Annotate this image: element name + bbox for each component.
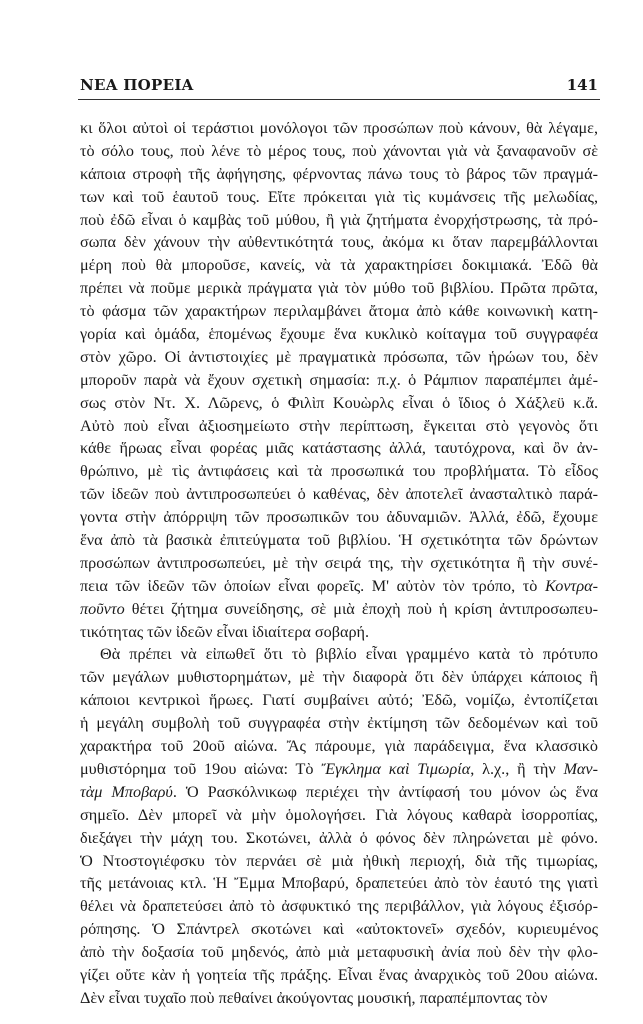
text-line bbox=[80, 621, 598, 644]
text-line bbox=[80, 460, 598, 483]
line-text: τὸ σόλο τους, ποὺ λένε τὸ μέρος τους, ποὺ χάνονται γιὰ νὰ ξαναφανοῦν σὲ bbox=[80, 141, 598, 160]
text-line bbox=[80, 254, 598, 277]
text-line bbox=[80, 117, 598, 140]
line-text: Δὲν εἶναι τυχαῖο ποὺ πεθαίνει ἀκούγοντας μουσική, παραπέμποντας τὸν bbox=[80, 988, 548, 1007]
line-text: κάποιοι κεντρικοὶ ἥρωες. Γιατί συμβαίνει αὐτό; Ἐδῶ, νομίζω, ἐντοπίζεται bbox=[80, 691, 598, 710]
line-text: θρώπινο, μὲ τὶς ἀντιφάσεις καὶ τὰ προσωπικά του προβλήματα. Τὸ εἶδος bbox=[80, 462, 598, 481]
line-text: ἕνα ἀπὸ τὰ βασικὰ ἐπιτεύγματα τοῦ βιβλίου. Ἡ σχετικότητα τῶν δρώντων bbox=[80, 531, 598, 550]
text-line bbox=[80, 506, 598, 529]
text-line bbox=[80, 987, 598, 1010]
line-text: τὸ φάσμα τῶν χαρακτήρων περιλαμβάνει ἄτομα ἀπὸ κάθε κοινωνικὴ κατη- bbox=[80, 302, 598, 321]
line-text: Θὰ πρέπει νὰ εἰπωθεῖ ὅτι τὸ βιβλίο εἶναι γραμμένο κατὰ τὸ πρότυπο bbox=[100, 645, 598, 664]
line-text: γοντα στὴν ἀπόρριψη τῶν προσωπικῶν του ἀδυναμιῶν. Ἀλλά, ἐδῶ, ἔχουμε bbox=[80, 508, 598, 527]
text-line bbox=[80, 575, 598, 598]
running-header bbox=[80, 74, 598, 96]
text-line bbox=[80, 209, 598, 232]
text-line bbox=[80, 437, 598, 460]
italic-title-text: τὰμ Μποβαρύ bbox=[80, 782, 173, 801]
line-text: μποροῦν παρὰ νὰ ἔχουν σχετικὴ σημασία: π.χ. ὁ Ράμπιον παραπέμπει ἀμέ- bbox=[80, 370, 598, 389]
line-text: στὸν χῶρο. Οἱ ἀντιστοιχίες μὲ πραγματικὰ πρόσωπα, τῶν ἡρώων του, δὲν bbox=[80, 347, 598, 366]
text-line bbox=[80, 941, 598, 964]
line-text: τῶν ἰδεῶν ποὺ ἀντιπροσωπεύει ὁ καθένας, δὲν ἀποτελεῖ ἀνασταλτικὸ παρά- bbox=[80, 485, 598, 504]
line-text: σημεῖο. Δὲν μπορεῖ νὰ μὴν ὁμολογήσει. Γιὰ λόγους καθαρὰ ἰσορροπίας, bbox=[80, 805, 598, 824]
text-line bbox=[80, 369, 598, 392]
line-text: τῶν μεγάλων μυθιστορημάτων, μὲ τὴν διαφορὰ ὅτι δὲν ὑπάρχει κάποιος ἢ bbox=[80, 668, 598, 687]
line-text: γίζει οὔτε κὰν ἡ γοητεία τῆς πράξης. Εἶναι ἕνας ἀναρχικὸς τοῦ 20ου αἰώνα. bbox=[80, 965, 598, 984]
text-line bbox=[80, 323, 598, 346]
line-text: τῆς μετάνοιας κτλ. Ἡ Ἔμμα Μποβαρύ, δραπετεύει ἀπὸ τὸν ἑαυτό της γιατὶ bbox=[80, 874, 598, 893]
text-line bbox=[80, 163, 598, 186]
text-line bbox=[80, 483, 598, 506]
line-text: των καὶ τοῦ ἑαυτοῦ τους. Εἴτε πρόκειται γιὰ τὶς κυμάνσεις τῆς μελωδίας, bbox=[80, 187, 598, 206]
text-line bbox=[80, 895, 598, 918]
text-line bbox=[80, 735, 598, 758]
italic-title-text: Ἔγκλημα καὶ Τιμωρία bbox=[321, 759, 471, 778]
italic-title-text: Κοντρα- bbox=[544, 576, 598, 595]
text-line bbox=[80, 712, 598, 735]
text-line bbox=[80, 529, 598, 552]
text-line bbox=[80, 643, 598, 666]
body-text bbox=[80, 117, 598, 1010]
line-text: ποὺ ἐδῶ εἶναι ὁ καμβὰς τοῦ μύθου, ἢ γιὰ ζητήματα ἐνορχήστρωσης, τὰ πρό- bbox=[80, 210, 598, 229]
line-text: πεια τῶν ἰδεῶν τῶν ὁποίων εἶναι φορεῖς. Μ' αὐτὸν τὸν τρόπο, τὸ bbox=[80, 576, 545, 595]
line-text: ἡ μεγάλη συμβολὴ τοῦ συγγραφέα στὴν ἐκτίμηση τῶν δεδομένων καὶ τοῦ bbox=[80, 714, 598, 733]
line-text: , λ.χ., ἢ τὴν bbox=[470, 759, 564, 778]
text-line bbox=[80, 231, 598, 254]
line-text: Αὐτὸ ποὺ εἶναι ἀξιοσημείωτο στὴν περίπτωση, ἔγκειται στὸ γεγονὸς ὅτι bbox=[80, 416, 598, 435]
line-text: μέρη ποὺ θὰ μποροῦσε, κανείς, νὰ τὰ χαρακτηρίσει δοκιμιακά. Ἐδῶ θὰ bbox=[80, 256, 598, 275]
line-text: θέλει νὰ δραπετεύσει ἀπὸ τὸ ἀσφυκτικό της περιβάλλον, γιὰ λόγους ἐξισόρ- bbox=[80, 897, 598, 916]
line-text: πρέπει νὰ ποῦμε μερικὰ πράγματα γιὰ τὸν μύθο τοῦ βιβλίου. Πρῶτα πρῶτα, bbox=[80, 279, 598, 298]
text-line bbox=[80, 804, 598, 827]
line-text: θέτει ζήτημα συνείδησης, σὲ μιὰ ἐποχὴ ποὺ ἡ κρίση ἀντιπροσωπευ- bbox=[124, 599, 598, 618]
line-text: Ὁ Ντοστογιέφσκυ τὸν περνάει σὲ μιὰ ἠθικὴ περιοχή, διὰ τῆς τιμωρίας, bbox=[80, 851, 598, 870]
text-line bbox=[80, 140, 598, 163]
text-line bbox=[80, 666, 598, 689]
header-rule bbox=[78, 99, 600, 100]
line-text: . Ὁ Ρασκόλνικωφ περιέχει τὴν ἀντίφασή του μόνον ὡς ἕνα bbox=[172, 782, 598, 801]
text-line bbox=[80, 689, 598, 712]
line-text: κάποια στροφὴ τῆς ἀφήγησης, φέρνοντας πάνω τους τὸ βάρος τῶν πραγμά- bbox=[80, 164, 598, 183]
text-line bbox=[80, 392, 598, 415]
line-text: τικότητας τῶν ἰδεῶν εἶναι ἰδιαίτερα σοβαρή. bbox=[80, 622, 370, 641]
line-text: χαρακτήρα τοῦ 20οῦ αἰώνα. Ἄς πάρουμε, γιὰ παράδειγμα, ἕνα κλασσικὸ bbox=[80, 737, 598, 756]
text-line bbox=[80, 415, 598, 438]
text-line bbox=[80, 850, 598, 873]
line-text: μυθιστόρημα τοῦ 19ου αἰώνα: Τὸ bbox=[80, 759, 322, 778]
line-text: διεξάγει τὴν μάχη του. Σκοτώνει, ἀλλὰ ὁ φόνος δὲν πληρώνεται μὲ φόνο. bbox=[80, 828, 598, 847]
text-line bbox=[80, 277, 598, 300]
line-text: κάθε ἥρωας εἶναι φορέας μιᾶς κατάστασης ἀλλά, ταυτόχρονα, καὶ ὂν ἀν- bbox=[80, 439, 598, 458]
text-line bbox=[80, 186, 598, 209]
text-line bbox=[80, 827, 598, 850]
italic-title-text: Μαν- bbox=[563, 759, 599, 778]
line-text: σως στὸν Ντ. Χ. Λῶρενς, ὁ Φιλὶπ Κουὼρλς εἶναι ὁ ἴδιος ὁ Χάξλεϋ κ.ἄ. bbox=[80, 393, 598, 412]
line-text: ἀπὸ τὴν δοξασία τοῦ μηδενός, ἀπὸ μιὰ μεταφυσικὴ ἀνία ποὺ δὲν τὴν φλο- bbox=[80, 943, 598, 962]
page-number: 141 bbox=[566, 76, 598, 94]
line-text: σωπα δὲν χάνουν τὴν αὐθεντικότητά τους, ἀκόμα κι ὅταν παρεμβάλλονται bbox=[80, 233, 598, 252]
line-text: προσώπων ἀντιπροσωπεύει, μὲ τὴν σειρά της, τὴν σχετικότητα ἢ τὴν συνέ- bbox=[80, 553, 598, 572]
text-line bbox=[80, 918, 598, 941]
text-line bbox=[80, 552, 598, 575]
line-text: κι ὅλοι αὐτοὶ οἱ τεράστιοι μονόλογοι τῶν προσώπων ποὺ κάνουν, θὰ λέγαμε, bbox=[80, 119, 598, 137]
text-line bbox=[80, 300, 598, 323]
text-line bbox=[80, 758, 598, 781]
line-text: ρόπησης. Ὁ Σπάντρελ σκοτώνει καὶ «αὐτοκτονεῖ» σχεδόν, κυριευμένος bbox=[80, 920, 598, 939]
text-line bbox=[80, 964, 598, 987]
text-line bbox=[80, 781, 598, 804]
text-line bbox=[80, 346, 598, 369]
italic-title-text: ποῦντο bbox=[80, 599, 125, 618]
text-line bbox=[80, 872, 598, 895]
text-line bbox=[80, 598, 598, 621]
journal-title: ΝΕΑ ΠΟΡΕΙΑ bbox=[80, 76, 194, 94]
line-text: γορία καὶ ὁμάδα, ἑπομένως ἔχουμε ἕνα κυκλικὸ κοίταγμα τοῦ συγγραφέα bbox=[80, 325, 598, 344]
